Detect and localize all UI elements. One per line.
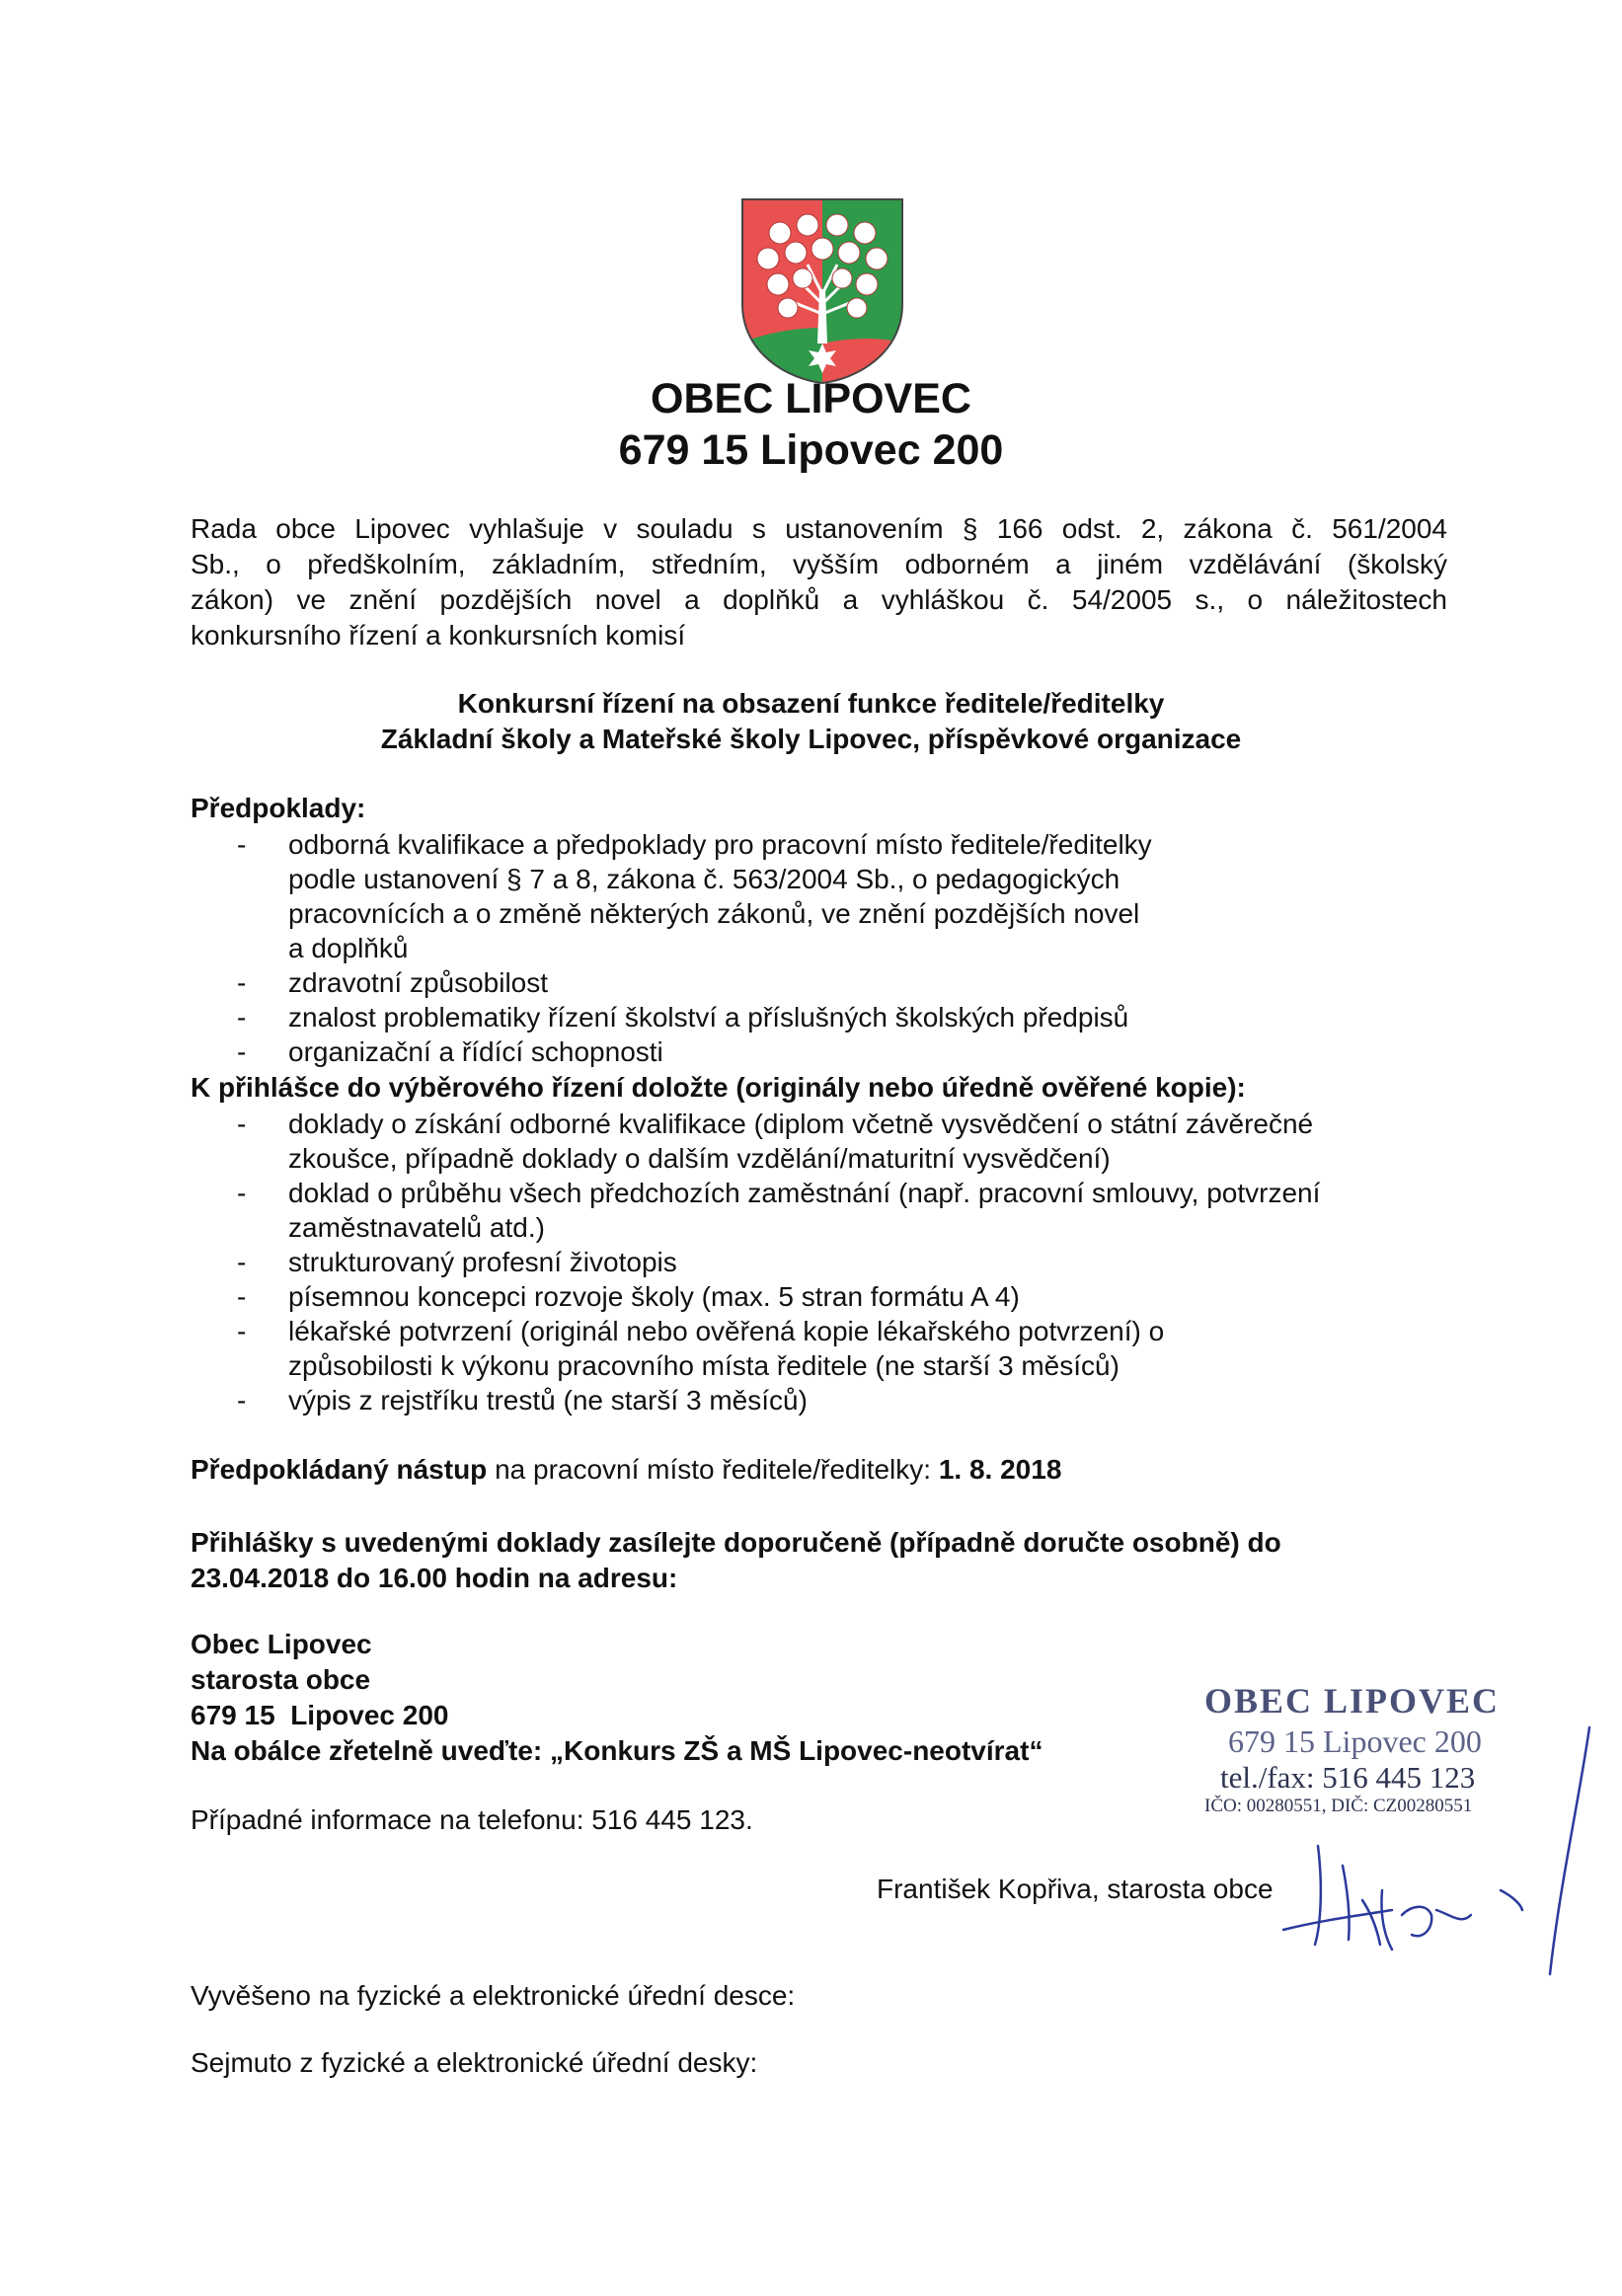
- address-line: 679 15 Lipovec 200: [191, 1700, 449, 1730]
- intro-line: konkursního řízení a konkursních komisí: [191, 620, 686, 651]
- address-line: starosta obce: [191, 1664, 371, 1695]
- stamp-ids: IČO: 00280551, DIČ: CZ00280551: [1204, 1796, 1473, 1816]
- list-item: - písemnou koncepci rozvoje školy (max. 5 stran formátu A 4): [191, 1279, 1447, 1314]
- prerequisites-title: Předpoklady:: [191, 793, 366, 823]
- submission-line: Přihlášky s uvedenými doklady zasílejte doporučeně (případně doručte osobně) do: [191, 1527, 1281, 1558]
- submission-line: 23.04.2018 do 16.00 hodin na adresu:: [191, 1563, 678, 1593]
- prerequisites-list: [191, 827, 1447, 1069]
- list-item: - zdravotní způsobilost: [191, 965, 1447, 1000]
- start-date-line: [191, 1452, 1061, 1488]
- list-item: - doklad o průběhu všech předchozích zaměstnání (např. pracovní smlouvy, potvrzení zaměstnavatelů atd.): [191, 1176, 1447, 1245]
- address-block: [191, 1627, 1043, 1769]
- intro-paragraph: [191, 511, 1447, 653]
- documents-list: [191, 1107, 1447, 1417]
- removed-note: Sejmuto z fyzické a elektronické úřední desky:: [191, 2047, 758, 2078]
- list-item: - strukturovaný profesní životopis: [191, 1245, 1447, 1279]
- submission-instructions: [191, 1525, 1447, 1596]
- list-item: - výpis z rejstříku trestů (ne starší 3 měsíců): [191, 1383, 1447, 1417]
- stamp-phone: tel./fax: 516 445 123: [1220, 1760, 1476, 1795]
- envelope-note: Na obálce zřetelně uveďte: „Konkurs ZŠ a MŠ Lipovec-neotvírat“: [191, 1735, 1043, 1766]
- stamp-name: OBEC LIPOVEC: [1204, 1681, 1501, 1721]
- intro-line: Sb., o předškolním, základním, středním, vyšším odborném a jiném vzdělávání (školský: [191, 549, 1447, 579]
- list-item: - odborná kvalifikace a předpoklady pro pracovní místo ředitele/ředitelky podle ustanovení § 7 a 8, zákona č. 563/2004 Sb., o pedagogických pracovnících a o změně některých zákonů, ve znění pozdějších novel a doplňků: [191, 827, 1447, 965]
- address-line: Obec Lipovec: [191, 1629, 372, 1659]
- posted-note: Vyvěšeno na fyzické a elektronické úřední desce:: [191, 1980, 796, 2011]
- list-item: - znalost problematiky řízení školství a příslušných školských předpisů: [191, 1000, 1447, 1034]
- handwritten-signature-icon: [1264, 1718, 1599, 1984]
- competition-heading: Konkursní řízení na obsazení funkce ředitele/ředitelky: [457, 688, 1165, 719]
- municipality-address: 679 15 Lipovec 200: [618, 426, 1004, 474]
- documents-title: K přihlášce do výběrového řízení doložte (originály nebo úředně ověřené kopie):: [191, 1072, 1246, 1103]
- start-text: na pracovní místo ředitele/ředitelky:: [487, 1454, 939, 1485]
- list-item: - organizační a řídící schopnosti: [191, 1034, 1447, 1069]
- contact-info: Případné informace na telefonu: 516 445 123.: [191, 1804, 753, 1835]
- start-date: 1. 8. 2018: [938, 1454, 1062, 1485]
- list-item: - lékařské potvrzení (originál nebo ověřená kopie lékařského potvrzení) o způsobilosti k výkonu pracovního místa ředitele (ne starší 3 měsíců): [191, 1314, 1447, 1383]
- school-name-heading: Základní školy a Mateřské školy Lipovec, příspěvkové organizace: [380, 724, 1242, 754]
- intro-line: zákon) ve znění pozdějších novel a doplňků a vyhláškou č. 54/2005 s., o náležitostech: [191, 584, 1447, 615]
- stamp-address: 679 15 Lipovec 200: [1228, 1723, 1482, 1759]
- municipality-title: OBEC LIPOVEC: [651, 375, 971, 422]
- intro-line: Rada obce Lipovec vyhlašuje v souladu s ustanovením § 166 odst. 2, zákona č. 561/2004: [191, 513, 1447, 544]
- coat-of-arms-icon: [738, 195, 906, 385]
- list-item: - doklady o získání odborné kvalifikace (diplom včetně vysvědčení o státní závěrečné zkoušce, případně doklady o dalším vzdělání/maturitní vysvědčení): [191, 1107, 1447, 1176]
- start-label: Předpokládaný nástup: [191, 1454, 488, 1485]
- signer-name: František Kopřiva, starosta obce: [877, 1874, 1274, 1904]
